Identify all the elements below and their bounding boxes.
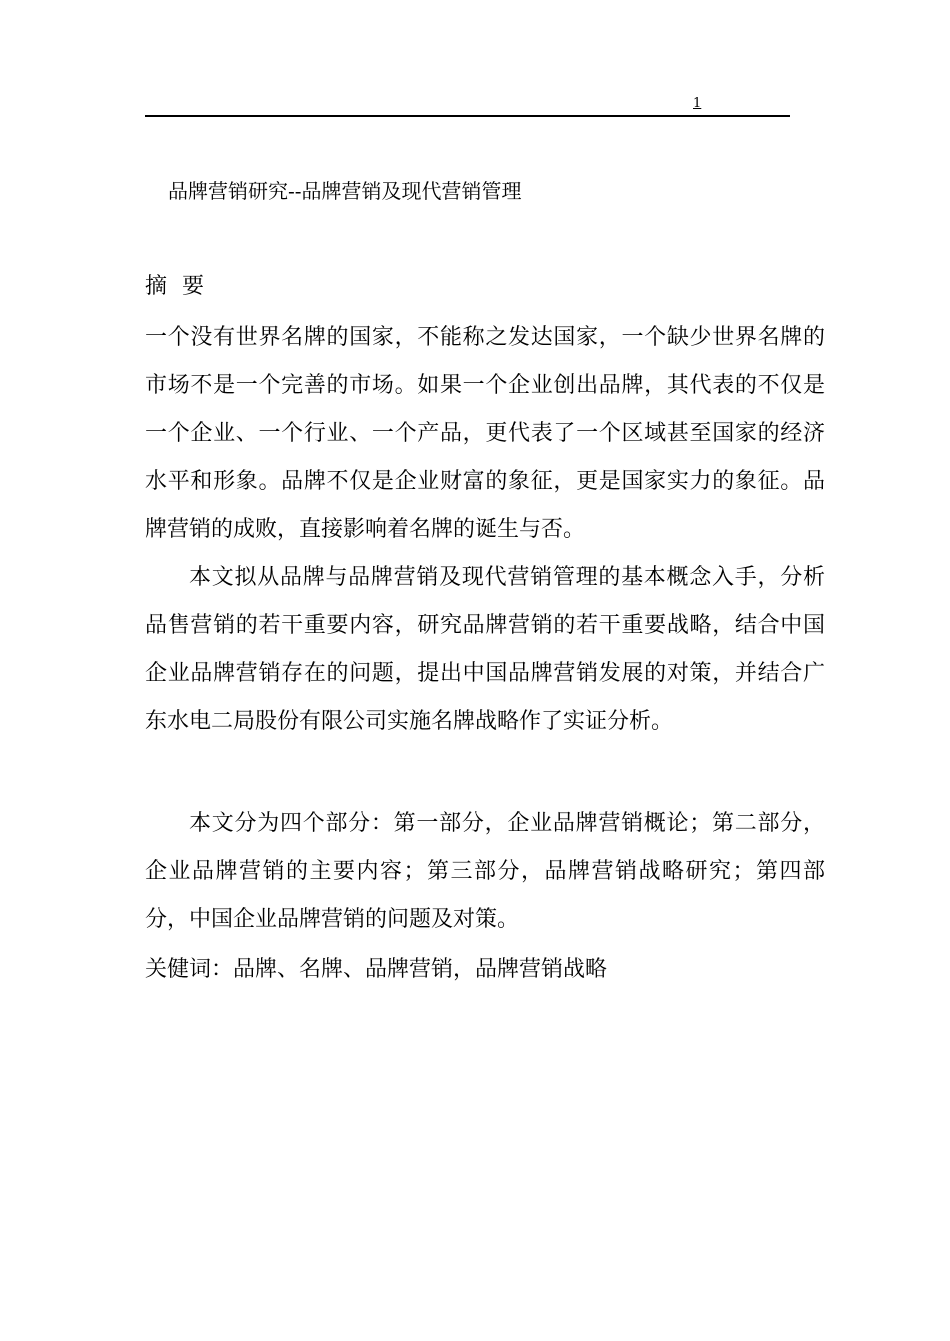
document-title: 品牌营销研究--品牌营销及现代营销管理 bbox=[168, 179, 522, 203]
abstract-paragraph-3: 本文分为四个部分：第一部分，企业品牌营销概论；第二部分，企业品牌营销的主要内容；第三部分，品牌营销战略研究；第四部分，中国企业品牌营销的问题及对策。 bbox=[145, 811, 825, 932]
abstract-paragraph-2: 本文拟从品牌与品牌营销及现代营销管理的基本概念入手，分析品售营销的若干重要内容，研究品牌营销的若干重要战略，结合中国企业品牌营销存在的问题，提出中国品牌营销发展的对策，并结合广东水电二局股份有限公司实施名牌战略作了实证分析。 bbox=[145, 565, 825, 734]
abstract-paragraph-1: 一个没有世界名牌的国家，不能称之发达国家，一个缺少世界名牌的市场不是一个完善的市场。如果一个企业创出品牌，其代表的不仅是一个企业、一个行业、一个产品，更代表了一个区域甚至国家的经济水平和形象。品牌不仅是企业财富的象征，更是国家实力的象征。品牌营销的成败，直接影响着名牌的诞生与否。 bbox=[145, 325, 825, 542]
keywords-line: 关健词：品牌、名牌、品牌营销，品牌营销战略 bbox=[145, 957, 608, 982]
header-rule bbox=[145, 115, 790, 117]
page-number: 1 bbox=[693, 96, 702, 111]
abstract-heading: 摘 要 bbox=[145, 274, 208, 299]
